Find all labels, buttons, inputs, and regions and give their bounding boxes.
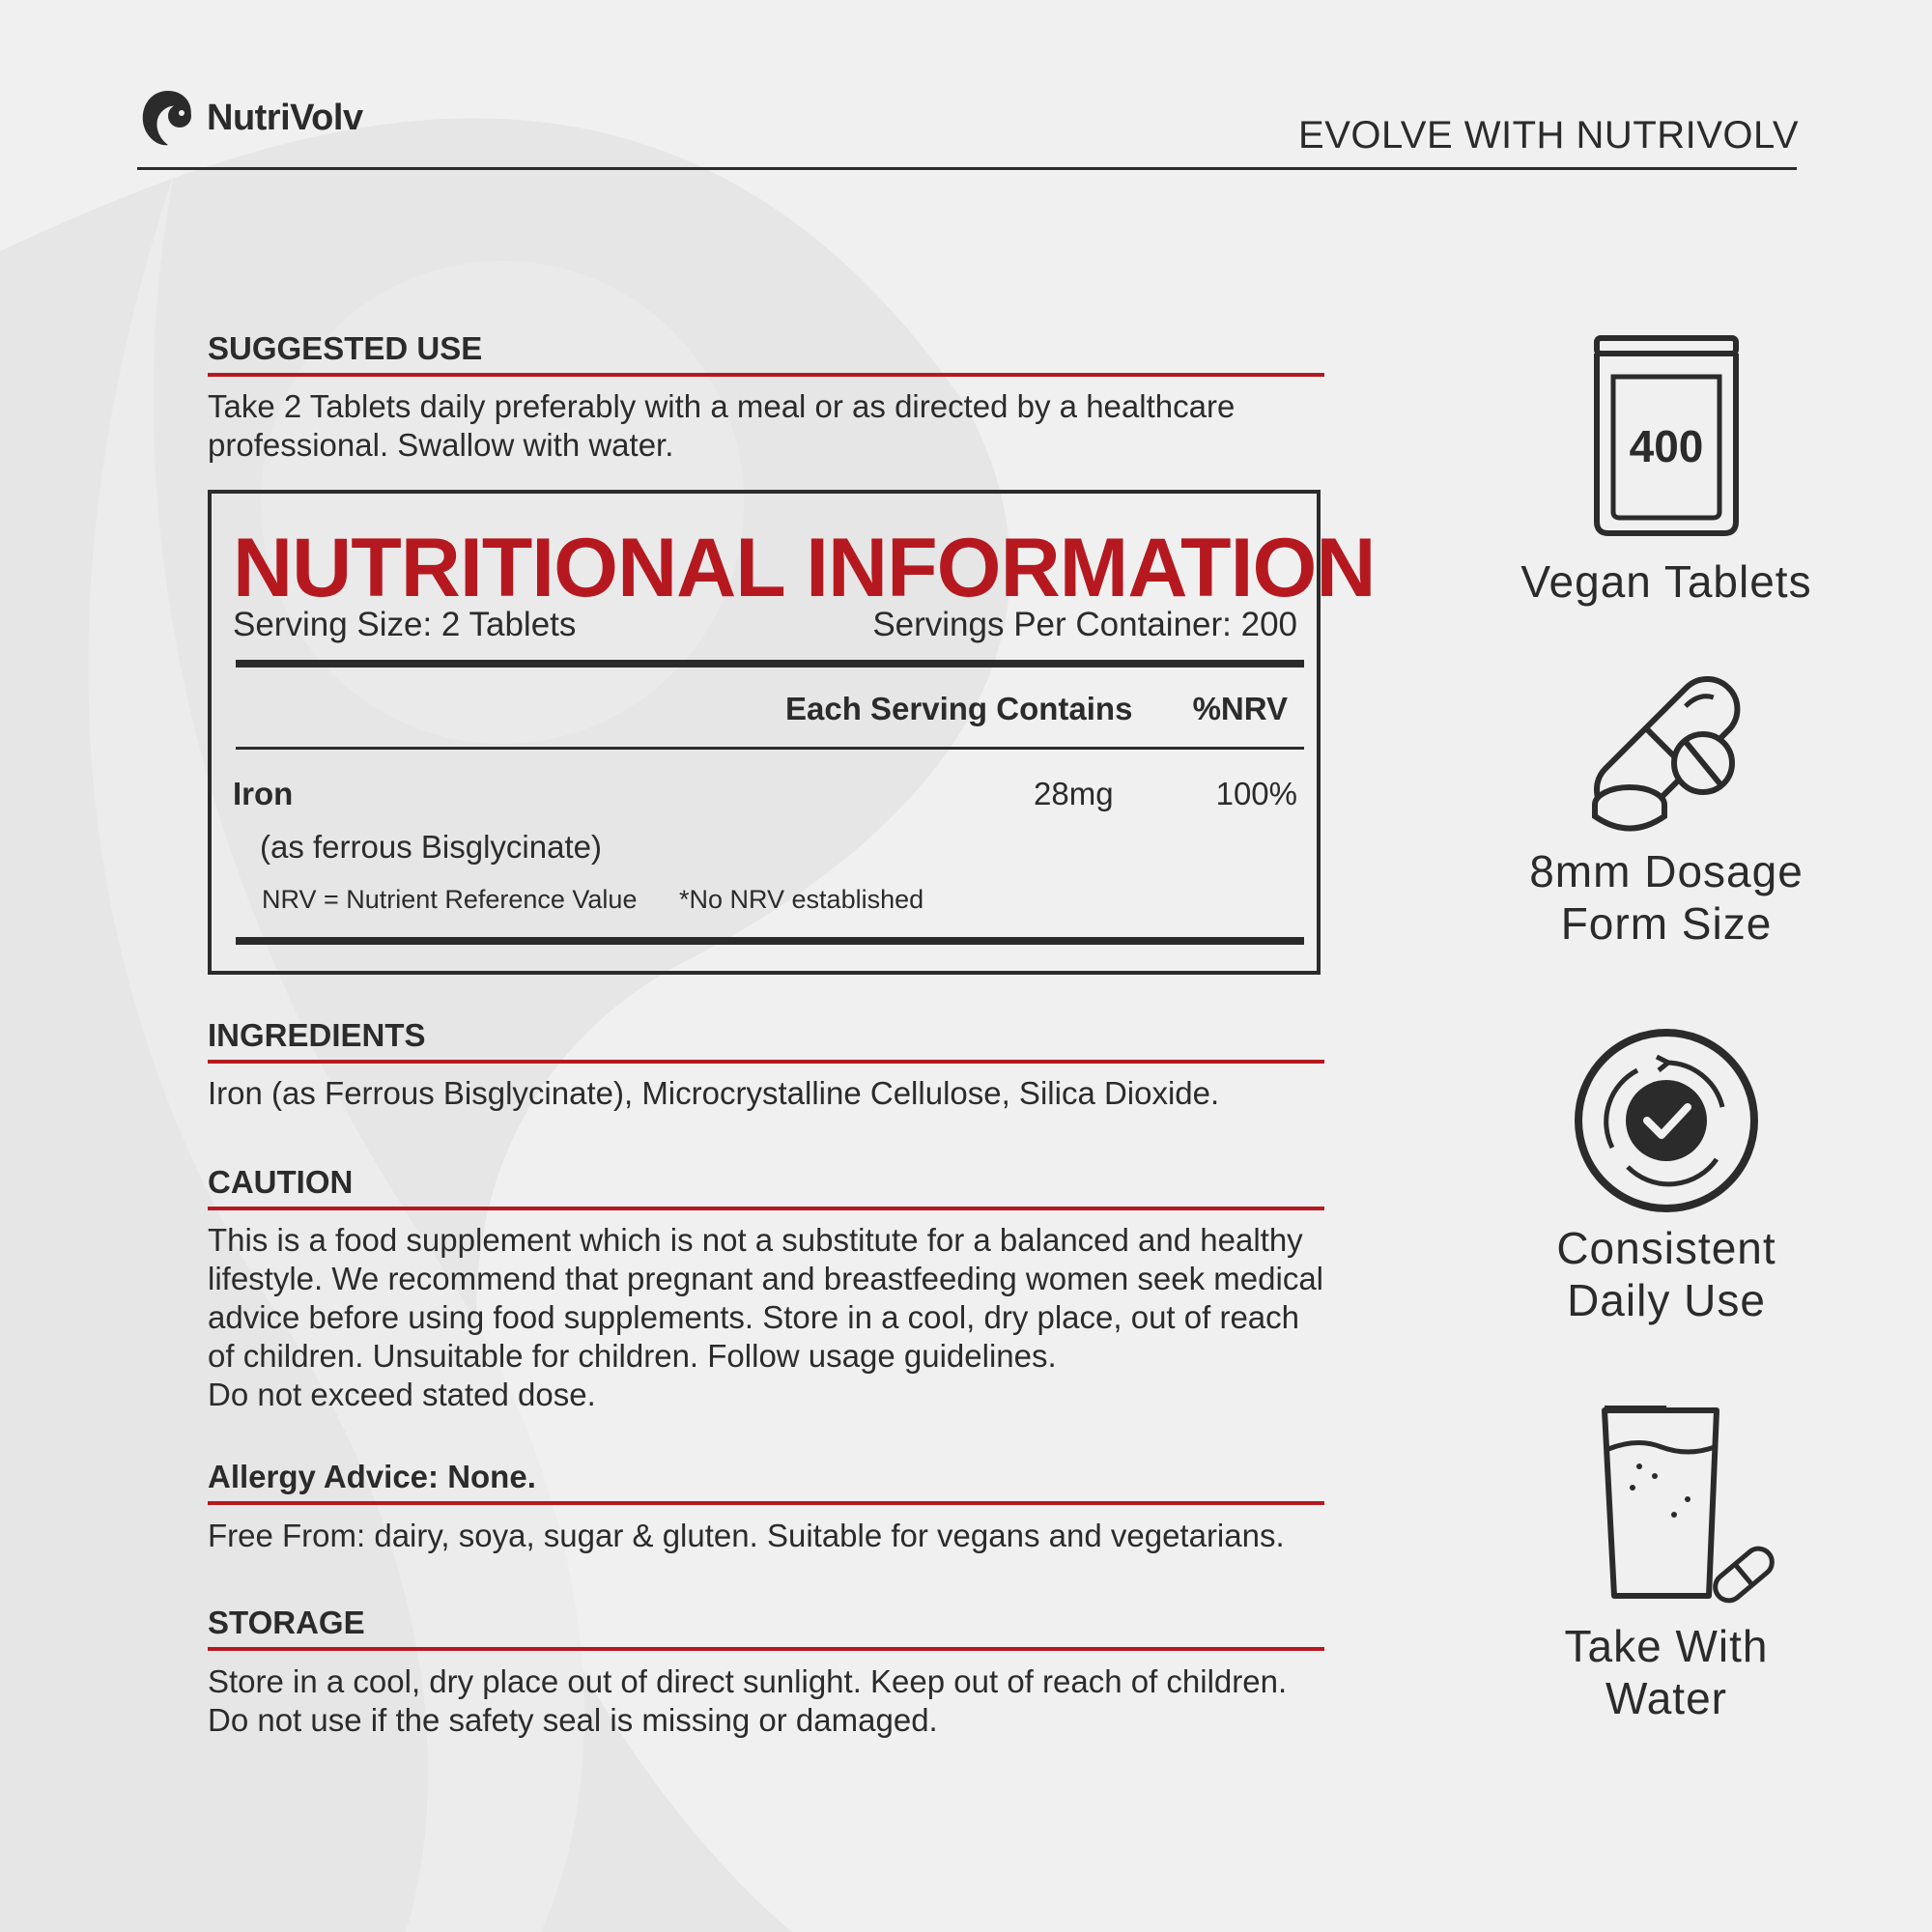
caution-line: of children. Unsuitable for children. Follow usage guidelines. [208,1338,1057,1374]
nutrition-thick-rule [236,660,1304,668]
header-divider [137,167,1797,170]
nutrient-source: (as ferrous Bisglycinate) [260,829,602,865]
brand-tagline: EVOLVE WITH NUTRIVOLV [1298,114,1799,156]
feature-label: Consistent [1556,1223,1776,1273]
feature-label: Take With [1564,1621,1769,1671]
water-glass-icon [1473,1403,1860,1615]
storage-line: Store in a cool, dry place out of direct sunlight. Keep out of reach of children. [208,1663,1288,1699]
suggested-use-line: Take 2 Tablets daily preferably with a meal or as directed by a healthcare [208,388,1236,424]
feature-label: 8mm Dosage [1529,846,1804,896]
cycle-check-icon [1473,1024,1860,1217]
caution-line: Do not exceed stated dose. [208,1377,596,1412]
allergy-rule [208,1501,1324,1505]
caution-heading: CAUTION [208,1164,354,1200]
allergy-text: Free From: dairy, soya, sugar & gluten. Suitable for vegans and vegetarians. [208,1518,1285,1553]
feature-label: Water [1605,1673,1727,1723]
feature-label: Daily Use [1567,1275,1766,1325]
ingredients-heading: INGREDIENTS [208,1017,426,1053]
brand-logo[interactable] [137,87,363,149]
ingredients-text: Iron (as Ferrous Bisglycinate), Microcrystalline Cellulose, Silica Dioxide. [208,1075,1220,1111]
feature-label: Form Size [1560,898,1773,949]
storage-text [208,1662,1338,1740]
nutrient-nrv: 100% [1215,776,1297,811]
suggested-use-line: professional. Swallow with water. [208,427,674,463]
pills-icon [1473,676,1860,840]
brand-name: NutriVolv [207,97,363,138]
caution-line: advice before using food supplements. Store in a cool, dry place, out of reach [208,1299,1300,1335]
feature-label: Vegan Tablets [1520,556,1812,607]
nutrition-title: NUTRITIONAL INFORMATION [233,522,1376,614]
suggested-use-text [208,387,1338,465]
suggested-use-rule [208,373,1324,377]
column-header-nrv: %NRV [1192,691,1288,726]
footnote-nrv: NRV = Nutrient Reference Value [262,885,638,914]
storage-line: Do not use if the safety seal is missing or damaged. [208,1702,938,1738]
nutrient-amount: 28mg [1034,776,1114,811]
brand-mark-icon [137,87,199,149]
feature-dosage-size [1473,676,1860,950]
allergy-heading: Allergy Advice: None. [208,1459,536,1494]
suggested-use-heading: SUGGESTED USE [208,330,483,366]
ingredients-rule [208,1060,1324,1064]
pouch-icon [1473,328,1860,551]
nutrient-name: Iron [233,776,294,811]
feature-daily-use [1473,1024,1860,1326]
servings-per-container: Servings Per Container: 200 [872,606,1297,643]
footnote-no-nrv: *No NRV established [679,885,924,914]
serving-size: Serving Size: 2 Tablets [233,606,577,643]
caution-text [208,1221,1338,1414]
nutrition-thin-rule [236,747,1304,750]
caution-line: lifestyle. We recommend that pregnant and breastfeeding women seek medical [208,1261,1324,1296]
storage-heading: STORAGE [208,1605,365,1640]
nutrition-bottom-rule [236,937,1304,945]
caution-rule [208,1207,1324,1210]
storage-rule [208,1647,1324,1651]
feature-vegan-tablets [1473,328,1860,608]
caution-line: This is a food supplement which is not a substitute for a balanced and healthy [208,1222,1303,1258]
pouch-count: 400 [1629,421,1704,471]
column-header-each-serving: Each Serving Contains [785,691,1133,726]
feature-take-with-water [1473,1403,1860,1724]
nutrition-panel [208,490,1376,975]
